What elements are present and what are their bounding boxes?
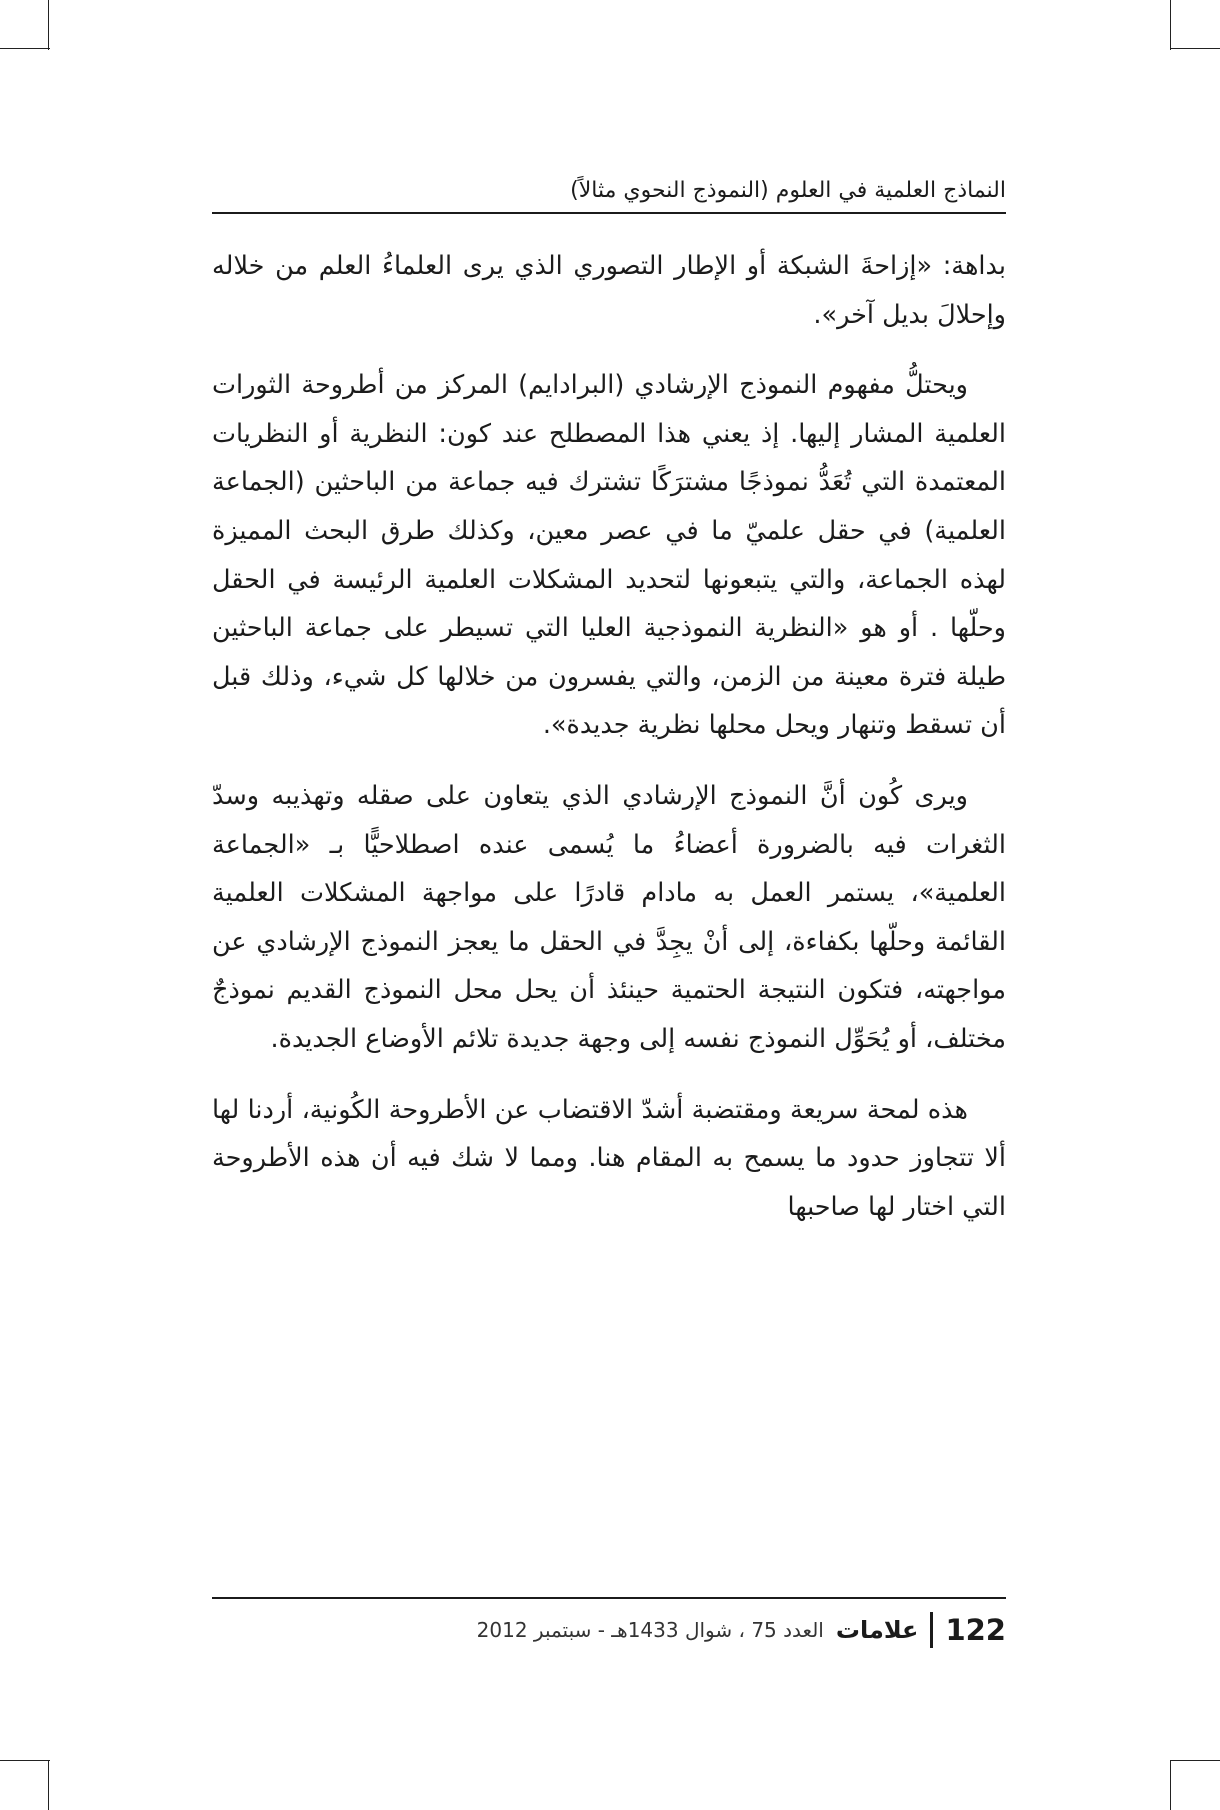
paragraph-1: بداهة: «إزاحةَ الشبكة أو الإطار التصوري الذي يرى العلماءُ العلم من خلاله وإحلالَ بديل آخر». xyxy=(212,251,1006,330)
crop-mark-bottom-right-h xyxy=(1170,1760,1220,1761)
journal-name: علامات xyxy=(835,1616,919,1644)
page-number: 122 xyxy=(945,1613,1006,1647)
crop-mark-top-right-h xyxy=(1170,48,1220,49)
header-rule xyxy=(212,212,1006,214)
crop-mark-top-left xyxy=(48,0,49,50)
body-text xyxy=(212,242,1006,1253)
book-page xyxy=(212,160,1006,1660)
issue-info: العدد 75 ، شوال 1433هـ - سبتمبر 2012 xyxy=(476,1618,824,1642)
crop-mark-bottom-left xyxy=(48,1760,49,1810)
footer-rule xyxy=(212,1597,1006,1599)
crop-mark-top-left-h xyxy=(0,48,50,49)
paragraph-4: هذه لمحة سريعة ومقتضبة أشدّ الاقتضاب عن الأطروحة الكُونية، أردنا لها ألا تتجاوز حدود ما يسمح به المقام هنا. ومما لا شك فيه أن هذه الأطروحة التي اختار لها صاحبها xyxy=(212,1094,1006,1222)
paragraph-3: ويرى كُون أنَّ النموذج الإرشادي الذي يتعاون على صقله وتهذيبه وسدّ الثغرات فيه بالضرورة أعضاءُ ما يُسمى عنده اصطلاحيًّا بـ «الجماعة العلمية»، يستمر العمل به مادام قادرًا على مواجهة المشكلات العلمية القائمة وحلّها بكفاءة، إلى أنْ يجِدَّ في الحقل ما يعجز النموذج الإرشادي عن مواجهته، فتكون النتيجة الحتمية حينئذ أن يحل محل النموذج القديم نموذجٌ مختلف، أو يُحَوِّل النموذج نفسه إلى وجهة جديدة تلائم الأوضاع الجديدة. xyxy=(212,780,1006,1054)
footer-divider xyxy=(930,1612,933,1648)
crop-mark-bottom-right xyxy=(1170,1760,1171,1810)
crop-mark-top-right xyxy=(1170,0,1171,50)
paragraph-2: ويحتلُّ مفهوم النموذج الإرشادي (البرادايم) المركز من أطروحة الثورات العلمية المشار إليها. إذ يعني هذا المصطلح عند كون: النظرية أو النظريات المعتمدة التي تُعَدُّ نموذجًا مشترَكًا تشترك فيه جماعة من الباحثين (الجماعة العلمية) في حقل علميّ ما في عصر معين، وكذلك طرق البحث المميزة لهذه الجماعة، والتي يتبعونها لتحديد المشكلات العلمية الرئيسة في الحقل وحلّها . أو هو «النظرية النموذجية العليا التي تسيطر على جماعة الباحثين طيلة فترة معينة من الزمن، والتي يفسرون من خلالها كل شيء، وذلك قبل أن تسقط وتنهار ويحل محلها نظرية جديدة». xyxy=(212,370,1006,741)
crop-mark-bottom-left-h xyxy=(0,1760,50,1761)
page-footer xyxy=(477,1606,1006,1654)
running-head: النماذج العلمية في العلوم (النموذج النحوي مثالاً) xyxy=(570,178,1006,203)
